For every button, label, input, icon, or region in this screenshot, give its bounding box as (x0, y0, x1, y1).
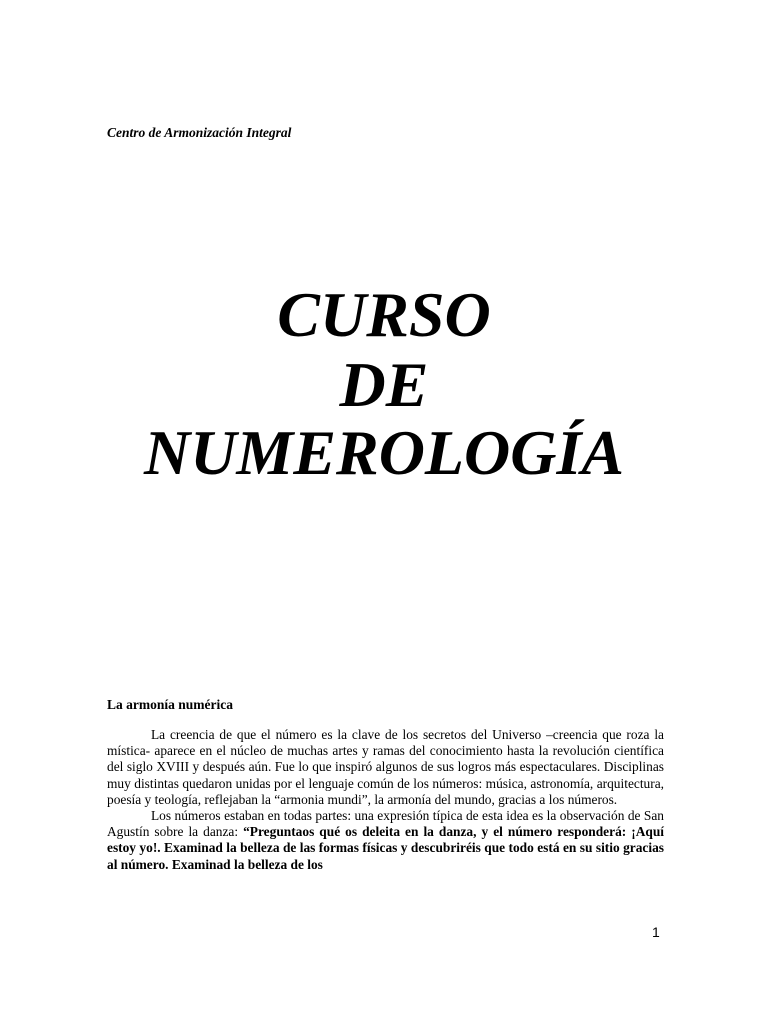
paragraph-2 (107, 808, 664, 873)
paragraph-1: La creencia de que el número es la clave de los secretos del Universo –creencia que roza la mística- aparece en el núcleo de muchas artes y ramas del conocimiento hasta la revolución científica del siglo XVIII y después aún. Fue lo que inspiró algunos de sus logros más espectaculares. Disciplinas muy distintas quedaron unidas por el lenguaje común de los números: música, astronomía, arquitectura, poesía y teología, reflejaban la “armonia mundi”, la armonía del mundo, gracias a los números. (107, 727, 664, 807)
page-number: 1 (652, 924, 660, 940)
title-line-1: CURSO (277, 279, 491, 350)
body-text (107, 727, 664, 873)
title-line-3: NUMEROLOGÍA (143, 417, 625, 488)
title-line-2: DE (339, 349, 429, 420)
paragraph-2-quote: “Preguntaos qué os deleita en la danza, y el número responderá: ¡Aquí estoy yo!. Examinad la belleza de las formas físicas y descubriréis que todo está en su sitio gracias al número. Examinad la belleza de los (107, 824, 664, 872)
organization-header: Centro de Armonización Integral (107, 125, 292, 140)
section-heading: La armonía numérica (107, 697, 233, 712)
paragraph-2-intro: Los números estaban en todas partes: una expresión típica de esta idea es la observación de San Agustín sobre la danza: (107, 808, 664, 840)
